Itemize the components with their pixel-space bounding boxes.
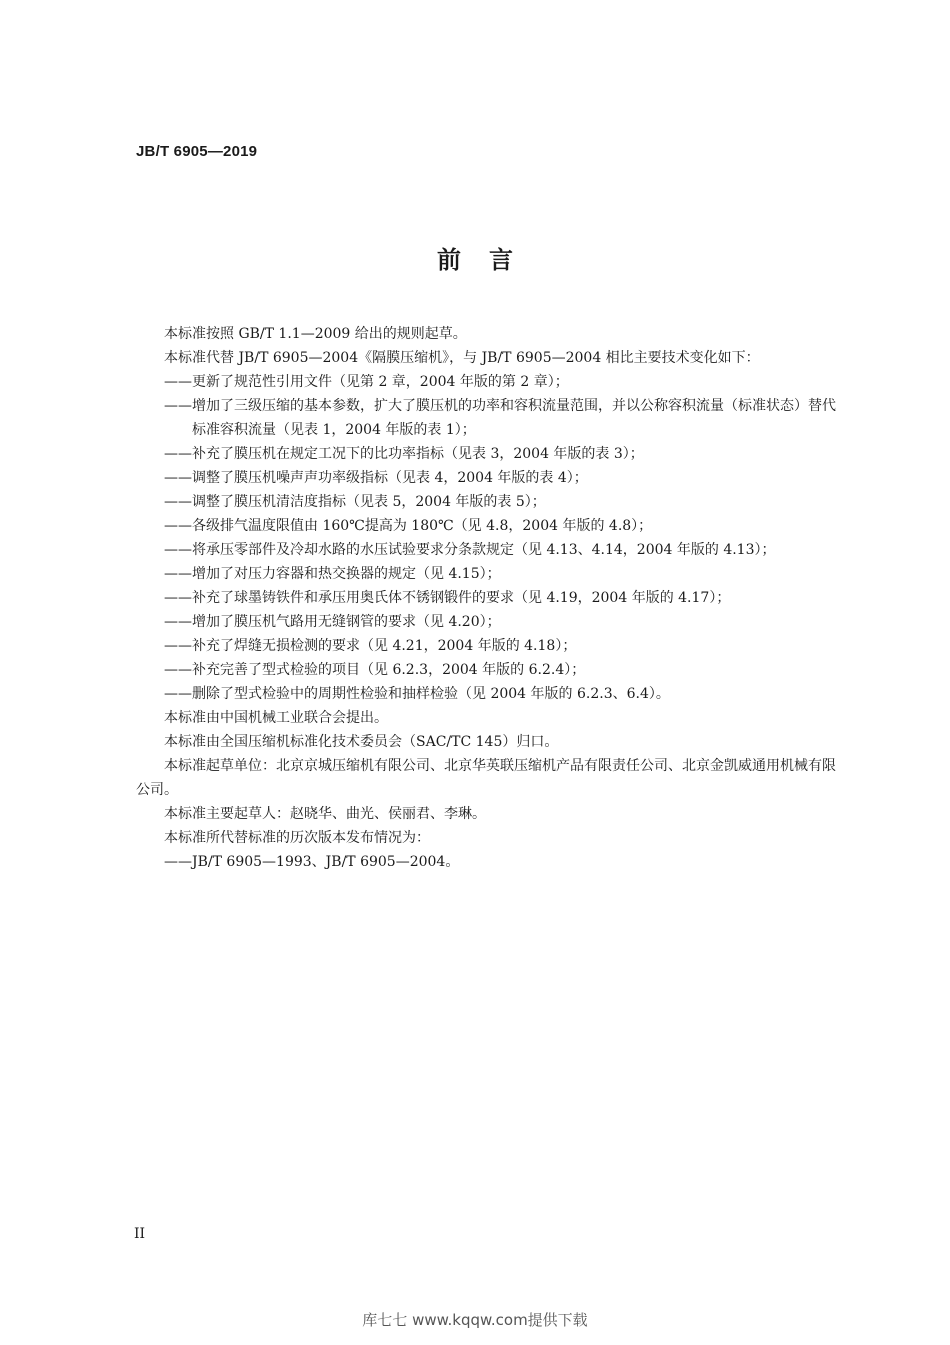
change-item: ——补充完善了型式检验的项目（见 6.2.3，2004 年版的 6.2.4）； <box>164 662 586 678</box>
change-item: ——补充了焊缝无损检测的要求（见 4.21，2004 年版的 4.18）； <box>164 638 577 654</box>
change-item: ——补充了膜压机在规定工况下的比功率指标（见表 3，2004 年版的表 3）； <box>164 446 644 462</box>
change-item: ——更新了规范性引用文件（见第 2 章，2004 年版的第 2 章）； <box>164 374 569 390</box>
change-item: ——增加了对压力容器和热交换器的规定（见 4.15）； <box>164 566 501 582</box>
document-code-header: JB/T 6905—2019 <box>136 143 258 160</box>
change-item: ——增加了三级压缩的基本参数，扩大了膜压机的功率和容积流量范围，并以公称容积流量（标准状态）替代标准容积流量（见表 1，2004 年版的表 1）； <box>164 398 836 438</box>
drafting-units-paragraph: 本标准起草单位：北京京城压缩机有限公司、北京华英联压缩机产品有限责任公司、北京金凯威通用机械有限公司。 <box>136 758 836 798</box>
change-item: ——增加了膜压机气路用无缝钢管的要求（见 4.20）； <box>164 614 501 630</box>
drafters-paragraph: 本标准主要起草人：赵晓华、曲光、侯丽君、李琳。 <box>164 806 486 822</box>
history-item: ——JB/T 6905—1993、JB/T 6905—2004。 <box>164 854 460 870</box>
change-item: ——删除了型式检验中的周期性检验和抽样检验（见 2004 年版的 6.2.3、6.4）。 <box>164 686 670 702</box>
download-watermark: 库七七 www.kqqw.com提供下载 <box>362 1311 588 1329</box>
replacement-paragraph: 本标准代替 JB/T 6905—2004《隔膜压缩机》，与 JB/T 6905—2004 相比主要技术变化如下： <box>164 350 760 366</box>
change-item: ——调整了膜压机清洁度指标（见表 5，2004 年版的表 5）； <box>164 494 546 510</box>
proposer-paragraph: 本标准由中国机械工业联合会提出。 <box>164 710 388 726</box>
history-intro-paragraph: 本标准所代替标准的历次版本发布情况为： <box>164 830 430 846</box>
change-item: ——各级排气温度限值由 160℃提高为 180℃（见 4.8，2004 年版的 4.8）； <box>164 518 653 534</box>
intro-paragraph: 本标准按照 GB/T 1.1—2009 给出的规则起草。 <box>164 326 467 342</box>
committee-paragraph: 本标准由全国压缩机标准化技术委员会（SAC/TC 145）归口。 <box>164 734 559 750</box>
foreword-body <box>136 322 842 874</box>
change-item: ——补充了球墨铸铁件和承压用奥氏体不锈钢锻件的要求（见 4.19，2004 年版的 4.17）； <box>164 590 731 606</box>
change-item: ——将承压零部件及冷却水路的水压试验要求分条款规定（见 4.13、4.14，2004 年版的 4.13）； <box>164 542 776 558</box>
page-title: 前言 <box>437 246 541 274</box>
page-number: II <box>134 1226 146 1242</box>
change-item: ——调整了膜压机噪声声功率级指标（见表 4，2004 年版的表 4）； <box>164 470 588 486</box>
